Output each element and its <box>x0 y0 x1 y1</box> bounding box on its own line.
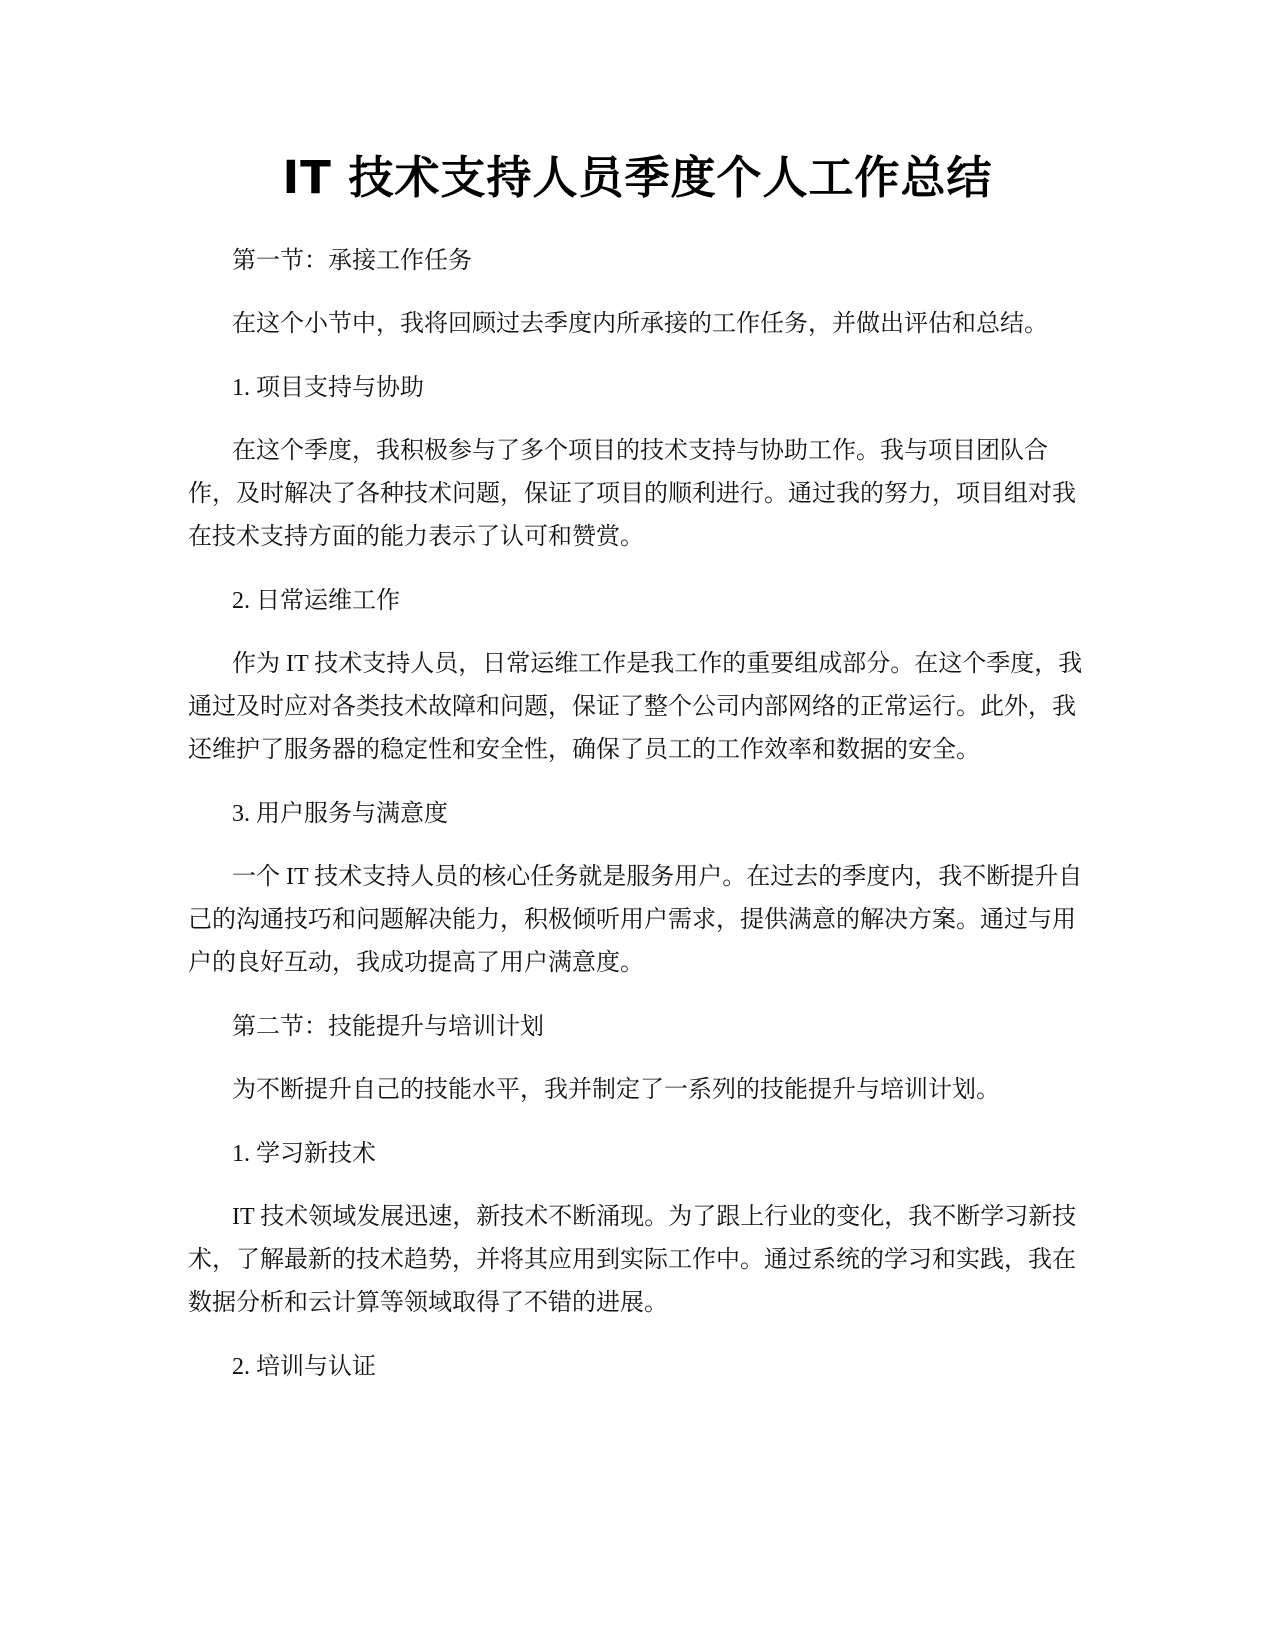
paragraph: 一个 IT 技术支持人员的核心任务就是服务用户。在过去的季度内，我不断提升自己的沟通技巧和问题解决能力，积极倾听用户需求，提供满意的解决方案。通过与用户的良好互动，我成功提高了用户满意度。 <box>188 864 1083 976</box>
document-title: IT 技术支持人员季度个人工作总结 <box>282 151 993 204</box>
paragraph: 为不断提升自己的技能水平，我并制定了一系列的技能提升与培训计划。 <box>232 1077 1000 1103</box>
section-heading: 第二节：技能提升与培训计划 <box>232 1014 544 1040</box>
subsection-heading: 1. 项目支持与协助 <box>232 375 424 401</box>
subsection-heading: 2. 日常运维工作 <box>232 588 400 614</box>
subsection-heading: 1. 学习新技术 <box>232 1141 376 1167</box>
paragraph: 在这个季度，我积极参与了多个项目的技术支持与协助工作。我与项目团队合作，及时解决了各种技术问题，保证了项目的顺利进行。通过我的努力，项目组对我在技术支持方面的能力表示了认可和赞赏。 <box>188 438 1076 550</box>
section-heading: 第一节：承接工作任务 <box>232 248 472 274</box>
document-body <box>188 240 1088 1409</box>
subsection-heading: 3. 用户服务与满意度 <box>232 801 448 827</box>
paragraph: 作为 IT 技术支持人员，日常运维工作是我工作的重要组成部分。在这个季度，我通过及时应对各类技术故障和问题，保证了整个公司内部网络的正常运行。此外，我还维护了服务器的稳定性和安全性，确保了员工的工作效率和数据的安全。 <box>188 651 1083 763</box>
paragraph: 在这个小节中，我将回顾过去季度内所承接的工作任务，并做出评估和总结。 <box>232 311 1048 337</box>
subsection-heading: 2. 培训与认证 <box>232 1354 376 1380</box>
paragraph: IT 技术领域发展迅速，新技术不断涌现。为了跟上行业的变化，我不断学习新技术，了解最新的技术趋势，并将其应用到实际工作中。通过系统的学习和实践，我在数据分析和云计算等领域取得了不错的进展。 <box>188 1204 1077 1316</box>
